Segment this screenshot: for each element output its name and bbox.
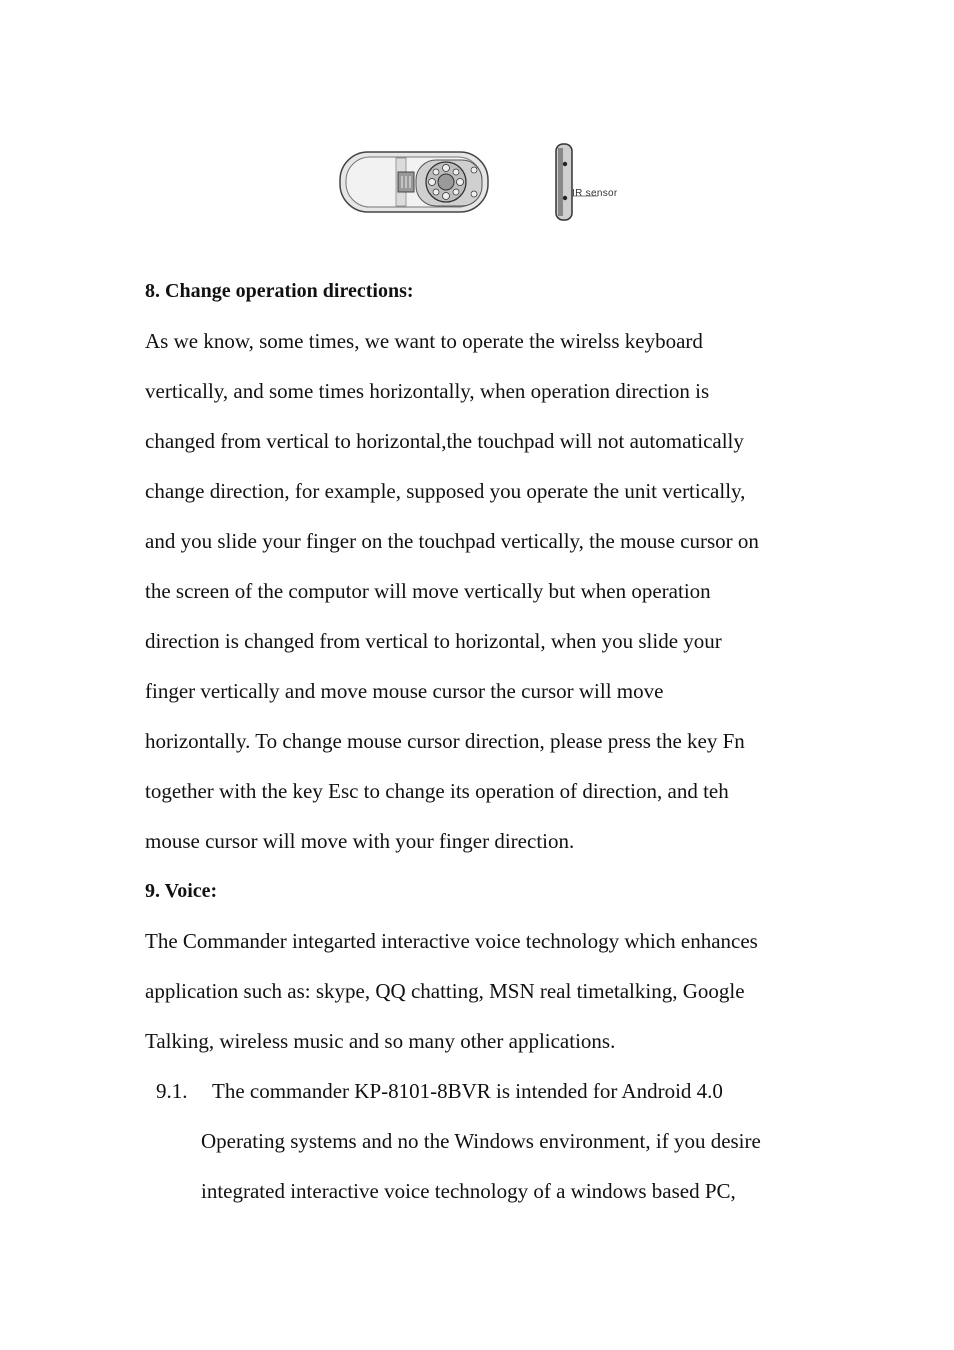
section-8-line: together with the key Esc to change its operation of direction, and teh xyxy=(145,779,729,803)
section-9-line: Talking, wireless music and so many other applications. xyxy=(145,1029,616,1053)
section-8-line: finger vertically and move mouse cursor the cursor will move xyxy=(145,679,664,703)
section-9-heading: 9. Voice: xyxy=(145,880,218,902)
section-8-line: changed from vertical to horizontal,the touchpad will not automatically xyxy=(145,429,744,453)
list-item-number: 9.1. xyxy=(156,1079,188,1103)
section-8-line: vertically, and some times horizontally, when operation direction is xyxy=(145,379,710,403)
list-item-line: integrated interactive voice technology of a windows based PC, xyxy=(201,1179,736,1203)
section-8-line: and you slide your finger on the touchpad vertically, the mouse cursor on xyxy=(145,529,759,553)
list-item-line: Operating systems and no the Windows environment, if you desire xyxy=(201,1129,761,1153)
section-8-line: As we know, some times, we want to operate the wirelss keyboard xyxy=(145,329,703,353)
remote-front-view xyxy=(340,152,488,212)
section-8-heading: 8. Change operation directions: xyxy=(145,280,414,302)
section-9-line: application such as: skype, QQ chatting, MSN real timetalking, Google xyxy=(145,979,745,1003)
section-8-line: change direction, for example, supposed you operate the unit vertically, xyxy=(145,479,746,503)
list-item-line: The commander KP-8101-8BVR is intended for Android 4.0 xyxy=(212,1079,723,1103)
device-illustration xyxy=(336,140,626,226)
section-8-line: the screen of the computor will move vertically but when operation xyxy=(145,579,711,603)
section-9-line: The Commander integarted interactive voice technology which enhances xyxy=(145,929,758,953)
ir-sensor-label: IR sensor xyxy=(572,188,618,199)
section-8-line: direction is changed from vertical to horizontal, when you slide your xyxy=(145,629,722,653)
section-8-line: horizontally. To change mouse cursor direction, please press the key Fn xyxy=(145,729,745,753)
remote-side-view xyxy=(556,144,598,220)
section-8-line: mouse cursor will move with your finger direction. xyxy=(145,829,575,853)
